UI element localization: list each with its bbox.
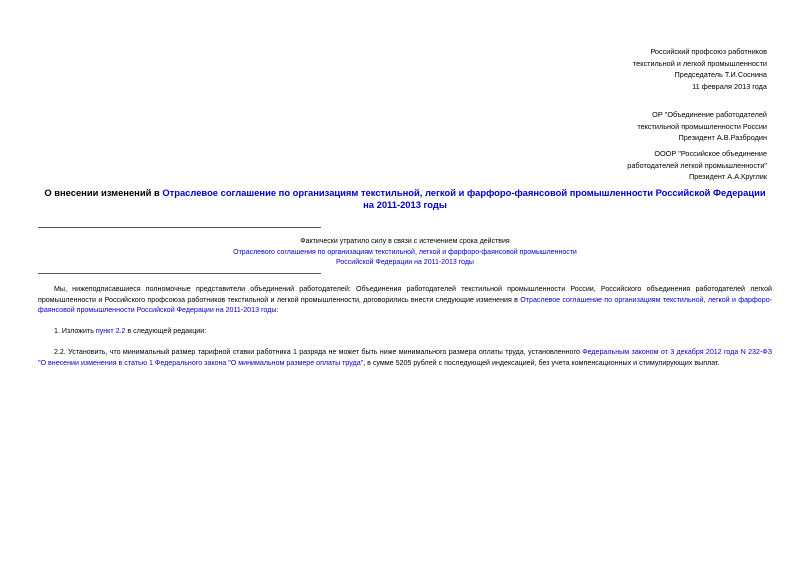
- title-agreement-link[interactable]: Отраслевое соглашение по организациям текстильной, легкой и фарфоро-фаянсовой промышленности Российской Федерации на 2011-2013 годы: [162, 187, 766, 210]
- signature-block-textile-employers: [637, 109, 767, 144]
- signature-block-light-industry-employers: [627, 148, 767, 183]
- paragraph-text: Мы, нижеподписавшиеся полномочные представители объединений работодателей: Объединения работодателей текстильной промышленности России, Российского объединения работодателей легкой промышленности и Российского профсоюза работников текстильной и легкой промышленности, договорились внести следующие изменения в: [38, 285, 772, 304]
- expired-notice-link[interactable]: Отраслевого соглашения по организациям текстильной, легкой и фарфоро-фаянсовой промышленности: [233, 248, 577, 256]
- document-title: [38, 187, 772, 211]
- signature-line: Президент А.В.Разбродин: [678, 133, 767, 142]
- clause-2-2-link[interactable]: пункт 2.2: [95, 327, 126, 335]
- expired-notice-link[interactable]: Российской Федерации на 2011-2013 годы: [336, 259, 474, 266]
- signature-line: текстильной промышленности России: [637, 121, 767, 131]
- signature-line: работодателей легкой промышленности": [627, 160, 767, 170]
- divider-bottom: [38, 273, 321, 274]
- agreement-link[interactable]: Отраслевое соглашение по организациям текстильной, легкой и фарфоро-фаянсовой промышленности Российской Федерации на 2011-2013 годы: [38, 295, 772, 315]
- signature-line: Президент А.А.Круглик: [688, 172, 767, 181]
- signature-block-union: [633, 46, 767, 92]
- paragraph-text: 1. Изложить: [54, 327, 96, 335]
- signature-line: Российский профсоюз работников: [650, 47, 767, 56]
- signature-line: ОООР "Российское объединение: [654, 149, 767, 158]
- paragraph-intro: [38, 284, 772, 316]
- signature-line: текстильной и легкой промышленности: [632, 58, 767, 68]
- paragraph-item-2-2: [38, 347, 772, 368]
- signature-date: 11 февраля 2013 года: [692, 81, 767, 91]
- expired-notice: [38, 237, 772, 269]
- paragraph-suffix: :: [276, 306, 279, 315]
- signature-line: Председатель Т.И.Соснина: [674, 70, 767, 79]
- divider-top: [38, 227, 321, 228]
- signature-line: ОР "Объединение работодателей: [652, 110, 767, 119]
- paragraph-text: 2.2. Установить, что минимальный размер тарифной ставки работника 1 разряда не может быть ниже минимального размера оплаты труда, установленного: [54, 348, 583, 356]
- title-prefix: О внесении изменений в: [44, 187, 163, 198]
- paragraph-item-1: [38, 326, 772, 337]
- paragraph-suffix: в следующей редакции:: [125, 327, 207, 335]
- paragraph-suffix: , в сумме 5205 рублей с последующей индексацией, без учета компенсационных и стимулирующих выплат.: [363, 358, 720, 367]
- federal-law-link[interactable]: Федеральным законом от 3 декабря 2012 года N 232-ФЗ "О внесении изменения в статью 1 Федерального закона "О минимальном размере оплаты труда": [38, 348, 772, 367]
- expired-notice-text: Фактически утратило силу в связи с истечением срока действия: [300, 238, 510, 245]
